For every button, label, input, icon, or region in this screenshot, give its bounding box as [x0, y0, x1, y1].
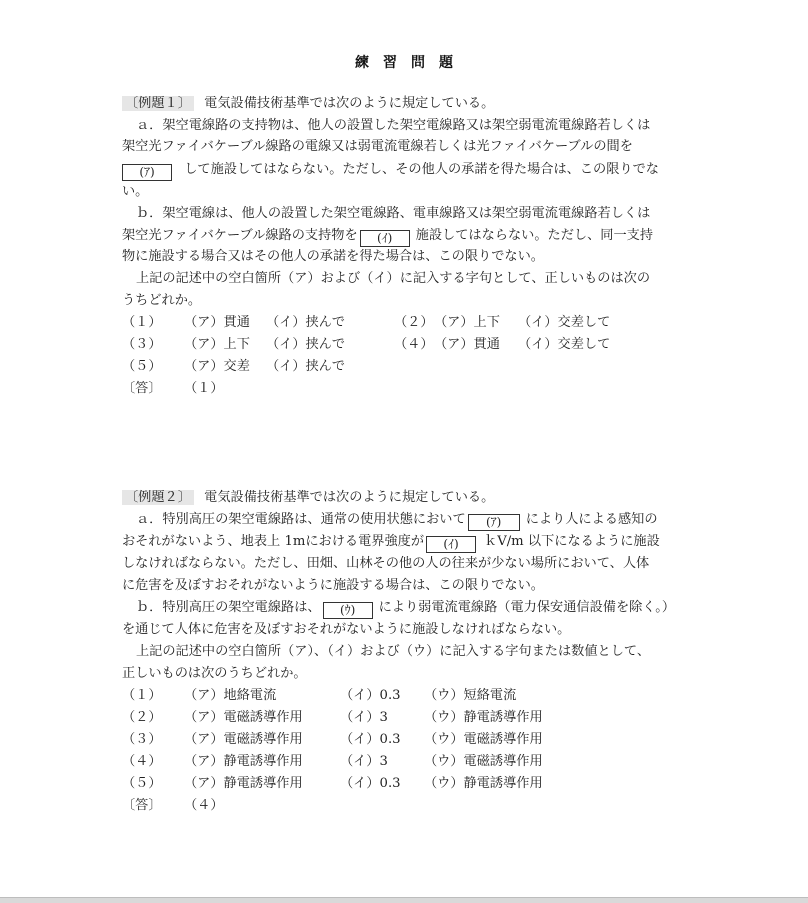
- choice-a: （ア）貫通: [434, 337, 500, 352]
- choice-b: （イ）交差して: [518, 315, 611, 330]
- ex2-a-line-2-pre: おそれがないよう、地表上 1mにおける電界強度が: [122, 534, 425, 549]
- ex1-b-line-2-post: 施設してはならない。ただし、同一支持: [415, 228, 654, 243]
- answer-value: （４）: [184, 798, 224, 813]
- choice-c: （ウ）電磁誘導作用: [424, 754, 543, 769]
- ex1-a-line-3-text: して施設してはならない。ただし、その他人の承諾を得た場合は、この限りでな: [184, 162, 659, 177]
- ex1-b-line-1: ｂ．架空電線は、他人の設置した架空電線路、電車線路又は架空弱電流電線路若しくは: [136, 206, 651, 221]
- ex2-a-line-1-post: により人による感知の: [525, 512, 658, 527]
- choice-a: （ア）電磁誘導作用: [184, 732, 303, 747]
- choice-number: （１）: [122, 688, 162, 703]
- ex2-a-line-1: [136, 511, 658, 531]
- ex2-a-line-2-post: ｋV/m 以下になるように施設: [484, 534, 660, 549]
- blank-box-a: (ｱ): [122, 164, 172, 181]
- choice-number: （１）: [122, 315, 162, 330]
- ex2-b-line-2: を通じて人体に危害を及ぼすおそれがないように施設しなければならない。: [122, 622, 571, 637]
- choice-a: （ア）上下: [184, 337, 250, 352]
- choice-b: （イ）挟んで: [266, 337, 346, 352]
- ex2-a-line-1-pre: ａ．特別高圧の架空電線路は、通常の使用状態において: [136, 512, 466, 527]
- blank-box-c: (ｳ): [323, 602, 373, 619]
- page-title: 練習問題: [355, 55, 467, 71]
- choice-b: （イ）0.3: [340, 688, 401, 703]
- answer-label: 〔答〕: [122, 798, 162, 813]
- ex2-a-line-3: しなければならない。ただし、田畑、山林その他の人の往来が少ない場所において、人体: [122, 556, 650, 571]
- ex2-b-line-1-post: により弱電流電線路（電力保安通信設備を除く。）: [378, 600, 676, 615]
- ex1-b-line-2-pre: 架空光ファイバケーブル線路の支持物を: [122, 228, 358, 243]
- ex1-a-line-4: い。: [122, 184, 149, 199]
- example-1-intro-line: [122, 95, 494, 113]
- ex2-question-line-2: 正しいものは次のうちどれか。: [122, 666, 307, 681]
- ex2-b-line-1-pre: ｂ．特別高圧の架空電線路は、: [136, 600, 321, 615]
- choice-b: （イ）0.3: [340, 776, 401, 791]
- ex2-b-line-1: [136, 599, 675, 619]
- choice-a: （ア）貫通: [184, 315, 250, 330]
- ex1-a-line-3: [122, 161, 659, 181]
- choice-b: （イ）挟んで: [266, 315, 346, 330]
- ex2-question-line-1: 上記の記述中の空白箇所（ア）、（イ）および（ウ）に記入する字句または数値として、: [136, 644, 651, 659]
- ex2-a-line-2: [122, 533, 660, 553]
- answer-value: （１）: [184, 381, 224, 396]
- choice-a: （ア）電磁誘導作用: [184, 710, 303, 725]
- page-bottom-edge: [0, 897, 808, 903]
- choice-b: （イ）挟んで: [266, 359, 346, 374]
- choice-b: （イ）3: [340, 754, 388, 769]
- choice-a: （ア）上下: [434, 315, 500, 330]
- choice-c: （ウ）電磁誘導作用: [424, 732, 543, 747]
- example-1-intro: 電気設備技術基準では次のように規定している。: [204, 96, 495, 111]
- choice-number: （４）: [122, 754, 162, 769]
- example-1-tag: 〔例題１〕: [122, 96, 194, 111]
- blank-box-b: (ｲ): [360, 230, 410, 247]
- choice-c: （ウ）静電誘導作用: [424, 710, 543, 725]
- ex1-b-line-2: [122, 227, 653, 247]
- ex1-question-line-1: 上記の記述中の空白箇所（ア）および（イ）に記入する字句として、正しいものは次の: [136, 271, 651, 286]
- example-2-intro-line: [122, 489, 494, 507]
- ex1-question-line-2: うちどれか。: [122, 293, 202, 308]
- choice-b: （イ）0.3: [340, 732, 401, 747]
- choice-number: （２）: [122, 710, 162, 725]
- choice-number: （３）: [122, 732, 162, 747]
- choice-number: （２）: [394, 315, 434, 330]
- choice-number: （５）: [122, 359, 162, 374]
- ex2-a-line-4: に危害を及ぼすおそれがないように施設する場合は、この限りでない。: [122, 578, 544, 593]
- choice-c: （ウ）静電誘導作用: [424, 776, 543, 791]
- blank-box-a: (ｱ): [468, 514, 520, 531]
- example-2-tag: 〔例題２〕: [122, 490, 194, 505]
- ex1-b-line-3: 物に施設する場合又はその他人の承諾を得た場合は、この限りでない。: [122, 249, 544, 264]
- ex1-a-line-2: 架空光ファイバケーブル線路の電線又は弱電流電線若しくは光ファイバケーブルの間を: [122, 139, 633, 154]
- answer-label: 〔答〕: [122, 381, 162, 396]
- choice-c: （ウ）短絡電流: [424, 688, 517, 703]
- choice-a: （ア）交差: [184, 359, 250, 374]
- choice-a: （ア）静電誘導作用: [184, 754, 303, 769]
- choice-b: （イ）交差して: [518, 337, 611, 352]
- choice-number: （５）: [122, 776, 162, 791]
- choice-number: （３）: [122, 337, 162, 352]
- choice-number: （４）: [394, 337, 434, 352]
- example-2-intro: 電気設備技術基準では次のように規定している。: [204, 490, 495, 505]
- ex1-a-line-1: ａ．架空電線路の支持物は、他人の設置した架空電線路又は架空弱電流電線路若しくは: [136, 118, 651, 133]
- choice-a: （ア）地絡電流: [184, 688, 277, 703]
- choice-b: （イ）3: [340, 710, 388, 725]
- blank-box-b: (ｲ): [426, 536, 476, 553]
- choice-a: （ア）静電誘導作用: [184, 776, 303, 791]
